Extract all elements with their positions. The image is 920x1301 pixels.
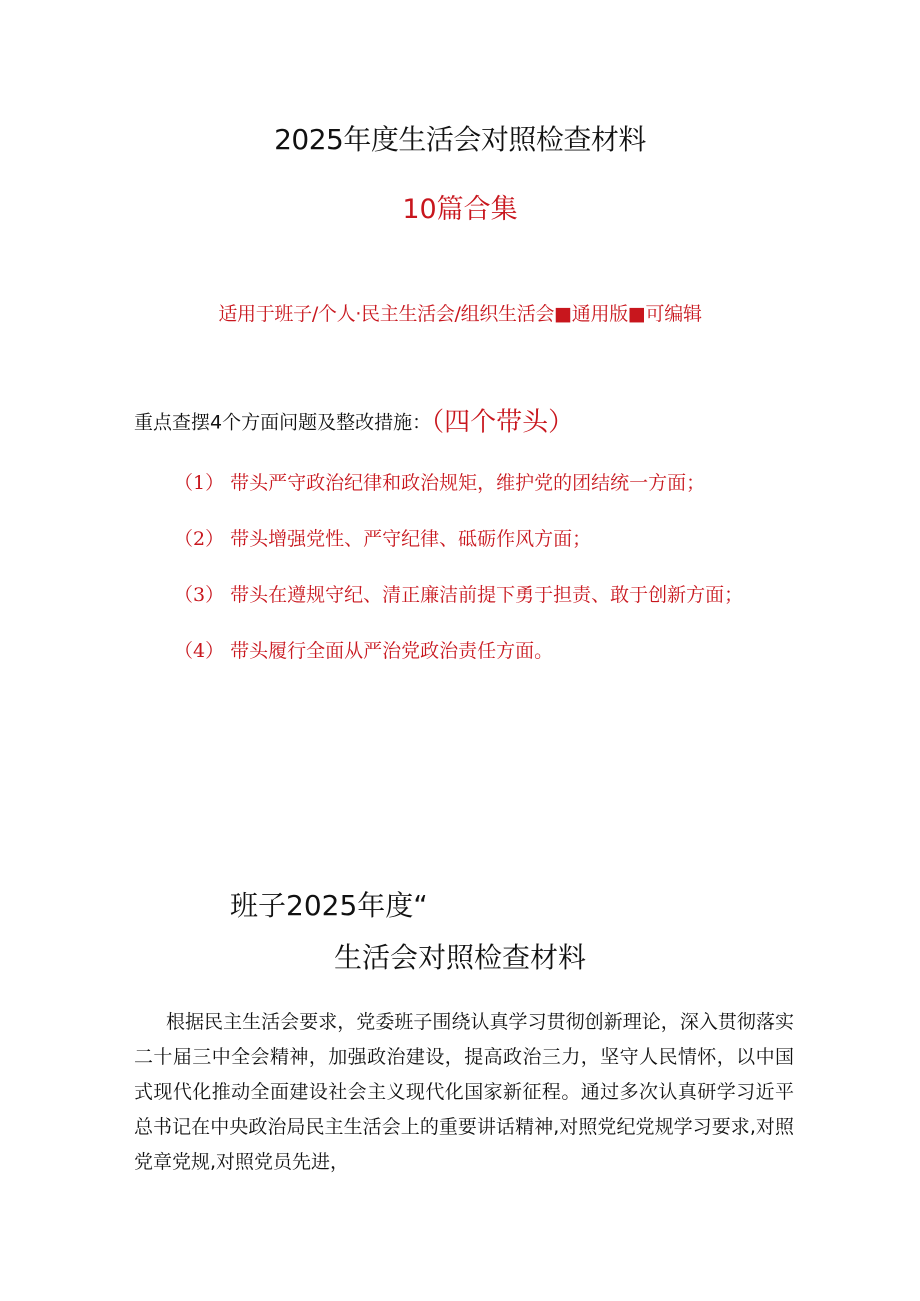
aspect-number: （2） [174,528,225,550]
cover-tagline: 适用于班子/个人·民主生活会/组织生活会■通用版■可编辑 [218,303,702,325]
cover-title: 2025年度生活会对照检查材料 [274,123,646,156]
aspect-list [174,466,874,690]
aspect-number: （1） [174,472,225,494]
aspect-number: （3） [174,584,225,606]
focus-highlight: （四个带头） [431,407,575,438]
focus-label: 重点查摆4个方面问题及整改措施： [134,411,432,434]
aspect-item [174,634,874,690]
aspect-number: （4） [174,640,225,662]
aspect-text: 带头履行全面从严治党政治责任方面。 [230,640,554,662]
aspect-item [174,522,874,578]
section-title-line-1: 班子2025年度“ [230,889,428,922]
aspect-item [174,466,874,522]
body-paragraph: 根据民主生活会要求，党委班子围绕认真学习贯彻创新理论，深入贯彻落实二十届三中全会精神，加强政治建设，提高政治三力，坚守人民情怀，以中国式现代化推动全面建设社会主义现代化国家新征程。通过多次认真研学习近平总书记在中央政治局民主生活会上的重要讲话精神,对照党纪党规学习要求,对照党章党规,对照党员先进， [134,1011,794,1173]
focus-heading [134,404,834,441]
cover-subtitle: 10篇合集 [402,194,518,225]
aspect-text: 带头增强党性、严守纪律、砥砺作风方面； [230,528,592,550]
aspect-item [174,578,874,634]
section-title-line-2: 生活会对照检查材料 [333,941,586,974]
aspect-text: 带头严守政治纪律和政治规矩，维护党的团结统一方面； [230,472,706,494]
aspect-text: 带头在遵规守纪、清正廉洁前提下勇于担责、敢于创新方面； [230,584,744,606]
